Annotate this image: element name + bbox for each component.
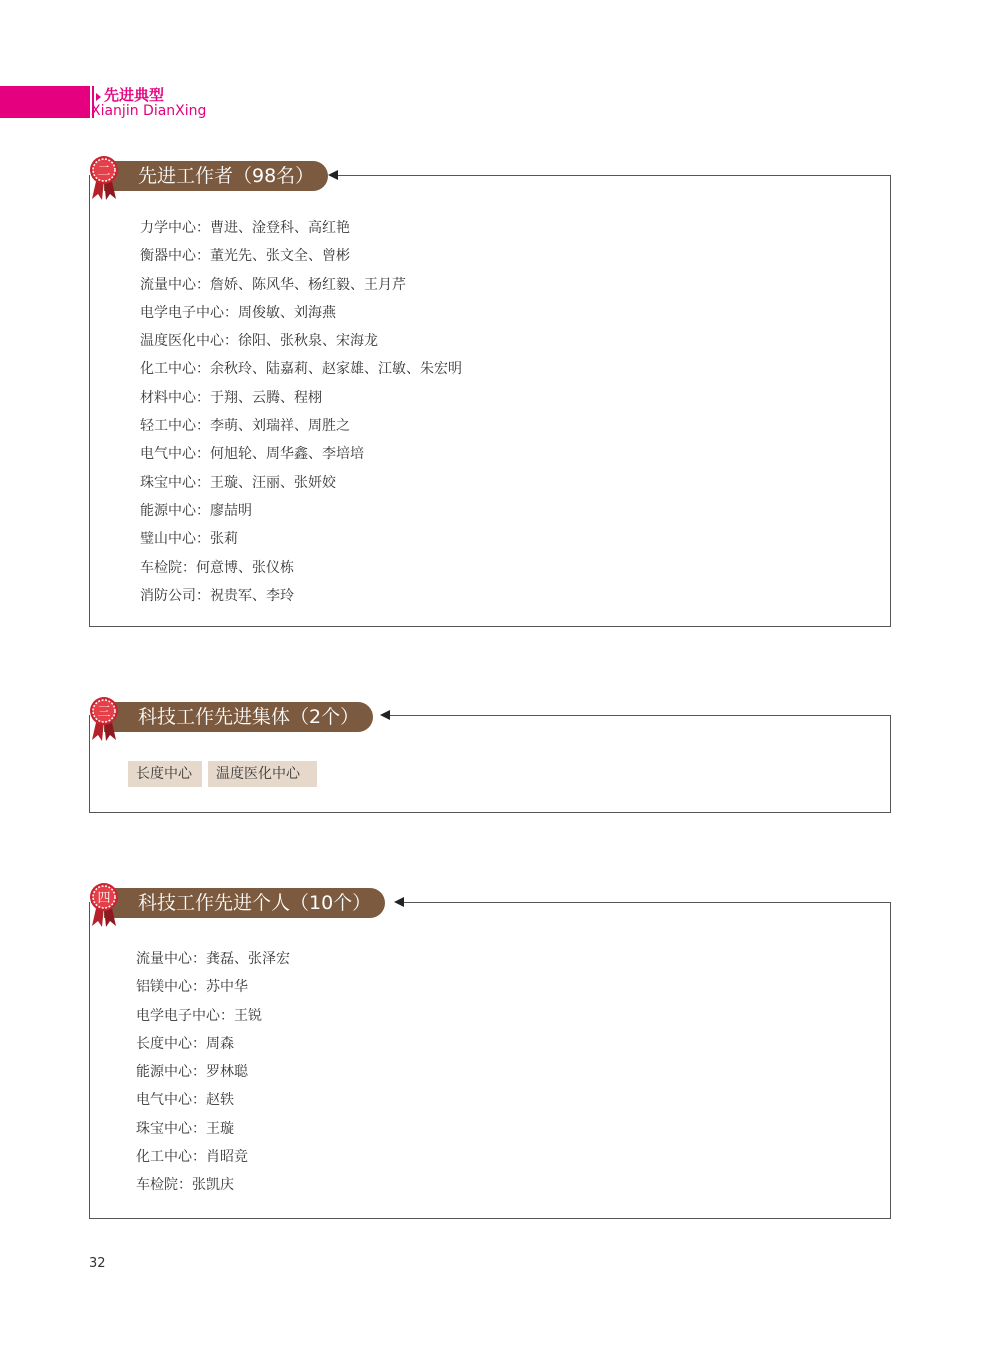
list-item: 化工中心：肖昭竞: [136, 1149, 248, 1166]
worker-list: [140, 214, 462, 610]
section-title: 科技工作先进个人（10个）: [104, 888, 385, 918]
individual-list: [136, 945, 290, 1200]
list-item: 轻工中心：李萌、刘瑞祥、周胜之: [140, 418, 350, 435]
list-item: 衡器中心：董光先、张文全、曾彬: [140, 248, 350, 265]
pointer-arrow-icon: [394, 897, 404, 907]
list-item: 车检院：张凯庆: [136, 1177, 234, 1194]
list-item: 电气中心：何旭轮、周华鑫、李培培: [140, 446, 364, 463]
list-item: 材料中心：于翔、云腾、程栩: [140, 389, 322, 406]
list-item: 流量中心：詹娇、陈风华、杨红毅、王月芹: [140, 276, 406, 293]
svg-text:二: 二: [97, 164, 111, 179]
header-arrow-icon: [96, 93, 101, 101]
rosette-badge-icon: [89, 153, 119, 201]
header-title-cn: 先进典型: [104, 86, 165, 104]
section-top-line: [390, 715, 891, 716]
list-item: 能源中心：廖喆明: [140, 502, 252, 519]
section-top-line: [404, 902, 891, 903]
section-title: 先进工作者（98名）: [104, 161, 328, 191]
list-item: 璧山中心：张莉: [140, 531, 238, 548]
list-item: 流量中心：龚磊、张泽宏: [136, 951, 290, 967]
list-item: 消防公司：祝贵军、李玲: [140, 587, 294, 604]
list-item: 珠宝中心：王璇: [136, 1120, 234, 1137]
svg-text:三: 三: [97, 705, 111, 720]
header-title-en: Xianjin DianXing: [91, 103, 207, 119]
pointer-arrow-icon: [328, 170, 338, 180]
list-item: 能源中心：罗林聪: [136, 1064, 248, 1081]
list-item: 温度医化中心：徐阳、张秋泉、宋海龙: [140, 333, 378, 350]
list-item: 电气中心：赵轶: [136, 1092, 234, 1109]
list-item: 力学中心：曹进、淦登科、高红艳: [140, 220, 350, 236]
rosette-badge-icon: [89, 880, 119, 928]
rosette-badge-icon: [89, 694, 119, 742]
header-color-bar: [0, 86, 90, 118]
list-item: 车检院：何意博、张仪栋: [140, 559, 294, 576]
list-item: 电学电子中心：周俊敏、刘海燕: [140, 304, 336, 321]
page-number: 32: [89, 1256, 106, 1271]
svg-text:四: 四: [97, 891, 111, 906]
section-title: 科技工作先进集体（2个）: [104, 702, 373, 732]
list-item: 铝镁中心：苏中华: [136, 979, 248, 996]
list-item: 电学电子中心：王锐: [136, 1007, 262, 1024]
collective-tag: 温度医化中心: [208, 761, 317, 787]
list-item: 化工中心：余秋玲、陆嘉莉、赵家雄、江敏、朱宏明: [140, 361, 462, 378]
section-top-line: [338, 175, 891, 176]
list-item: 珠宝中心：王璇、汪丽、张妍姣: [140, 474, 336, 491]
list-item: 长度中心：周森: [136, 1035, 234, 1052]
collective-tag: 长度中心: [128, 761, 202, 787]
pointer-arrow-icon: [380, 710, 390, 720]
